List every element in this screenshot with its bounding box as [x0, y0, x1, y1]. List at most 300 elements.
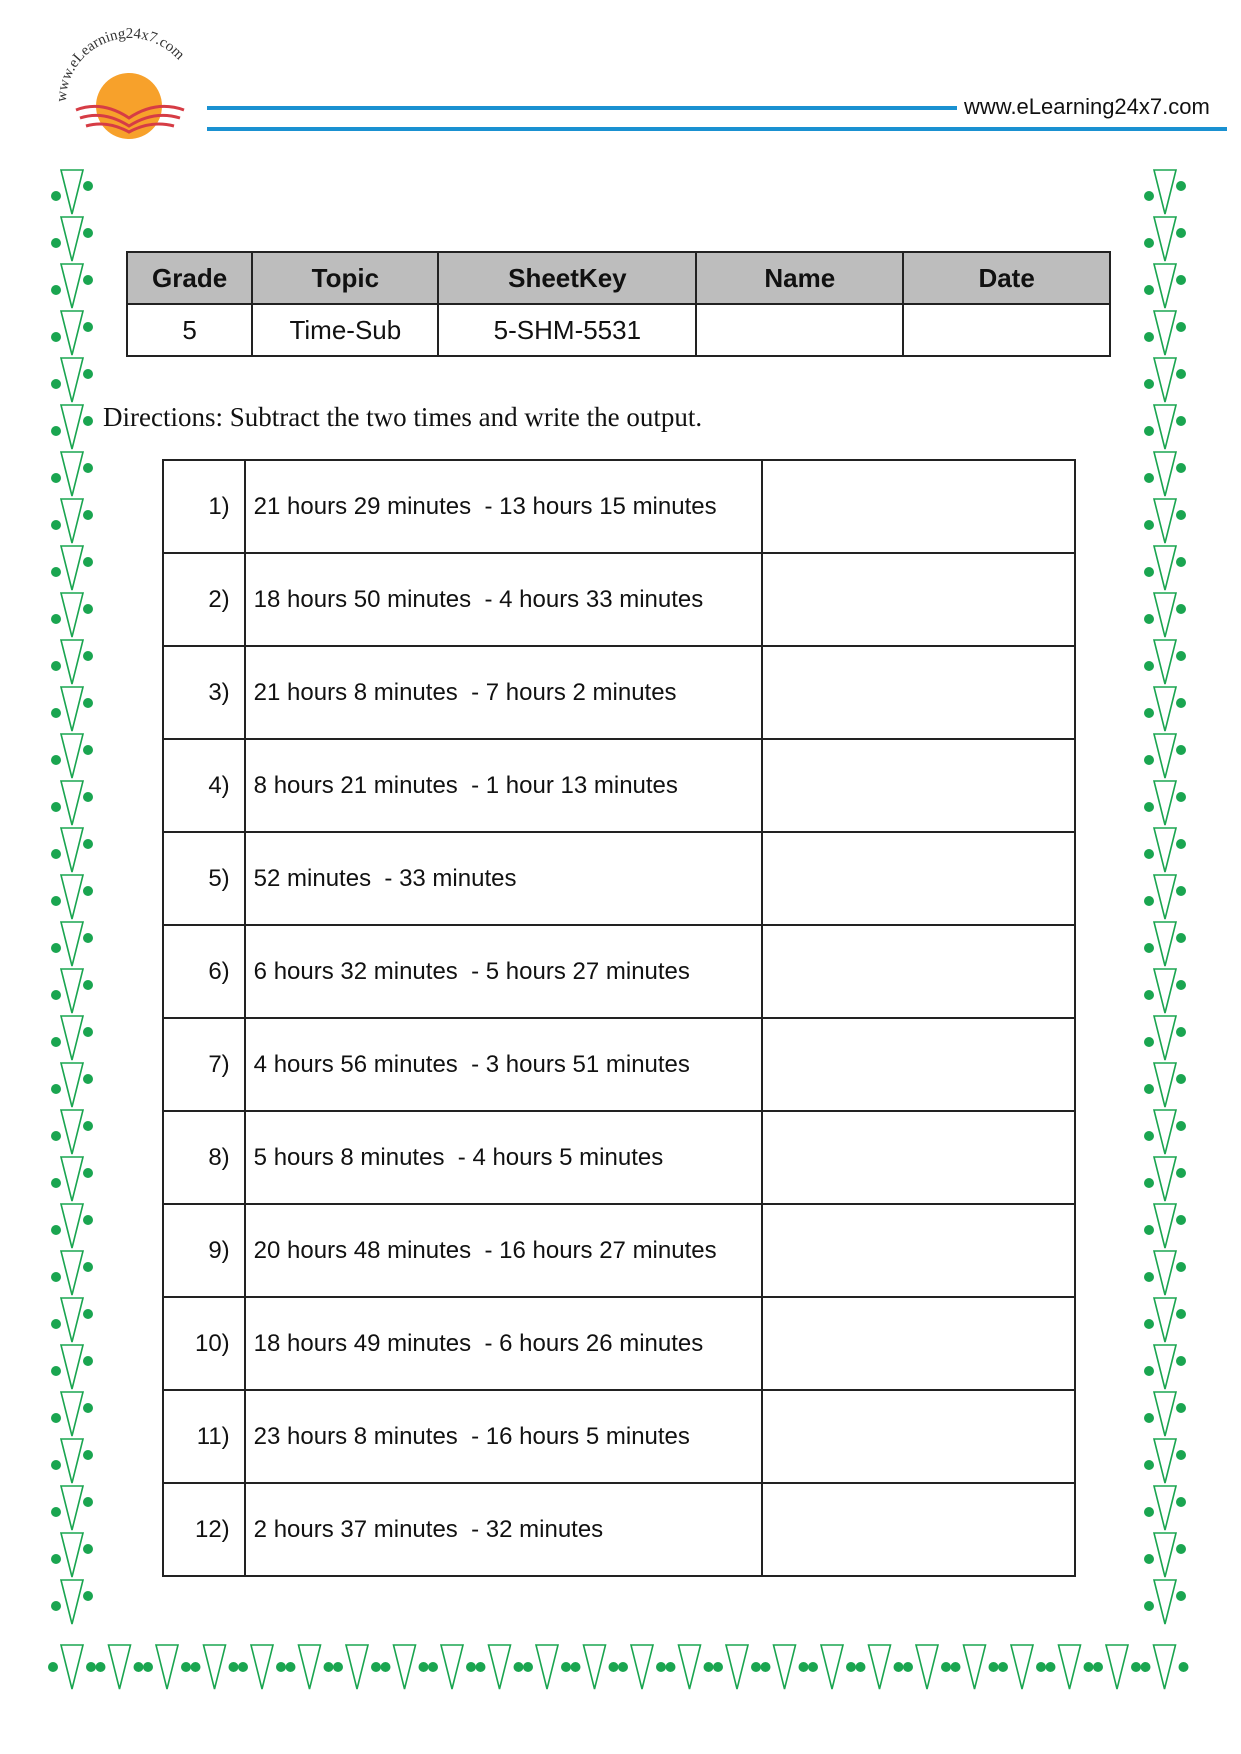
border-triangle — [61, 499, 83, 543]
problem-row — [163, 1111, 1075, 1204]
border-dot — [51, 1319, 61, 1329]
border-triangle — [1154, 1580, 1176, 1624]
border-triangle — [61, 781, 83, 825]
problem-row — [163, 553, 1075, 646]
border-dot — [51, 285, 61, 295]
border-triangle — [1154, 546, 1176, 590]
border-dot — [1176, 1262, 1186, 1272]
border-dot — [1144, 567, 1154, 577]
border-triangle — [61, 1157, 83, 1201]
border-dot — [808, 1662, 818, 1672]
border-dot — [1176, 181, 1186, 191]
border-dot — [83, 1309, 93, 1319]
border-dot — [83, 1497, 93, 1507]
border-dot — [1093, 1662, 1103, 1672]
border-triangle — [1154, 1063, 1176, 1107]
answer-cell[interactable] — [762, 832, 1075, 925]
border-triangle — [1011, 1645, 1033, 1689]
border-triangle — [61, 875, 83, 919]
border-dot — [1176, 1168, 1186, 1178]
border-dot — [286, 1662, 296, 1672]
problem-row — [163, 1018, 1075, 1111]
answer-cell[interactable] — [762, 646, 1075, 739]
border-triangle — [61, 1580, 83, 1624]
border-dot — [83, 933, 93, 943]
border-dot — [51, 896, 61, 906]
border-dot — [83, 980, 93, 990]
border-dot — [989, 1662, 999, 1672]
border-dot — [951, 1662, 961, 1672]
border-dot — [799, 1662, 809, 1672]
border-triangle — [1154, 687, 1176, 731]
border-dot — [1176, 933, 1186, 943]
border-bottom — [48, 1645, 1189, 1689]
problem-row — [163, 739, 1075, 832]
answer-cell[interactable] — [762, 460, 1075, 553]
border-dot — [83, 463, 93, 473]
border-dot — [1144, 473, 1154, 483]
border-triangle — [61, 1392, 83, 1436]
border-dot — [51, 1413, 61, 1423]
border-dot — [1144, 1413, 1154, 1423]
border-dot — [1144, 896, 1154, 906]
problem-number: 1) — [163, 460, 245, 553]
border-dot — [1144, 1131, 1154, 1141]
border-triangle — [61, 405, 83, 449]
border-dot — [276, 1662, 286, 1672]
border-dot — [1144, 191, 1154, 201]
border-dot — [1176, 839, 1186, 849]
border-dot — [51, 1225, 61, 1235]
border-dot — [83, 369, 93, 379]
border-dot — [51, 802, 61, 812]
border-dot — [514, 1662, 524, 1672]
border-triangle — [1154, 358, 1176, 402]
answer-cell[interactable] — [762, 1297, 1075, 1390]
border-triangle — [1154, 1345, 1176, 1389]
border-dot — [1176, 604, 1186, 614]
border-dot — [998, 1662, 1008, 1672]
border-triangle — [61, 1204, 83, 1248]
border-dot — [51, 661, 61, 671]
border-dot — [51, 191, 61, 201]
answer-cell[interactable] — [762, 553, 1075, 646]
problem-expression: 6 hours 32 minutes - 5 hours 27 minutes — [245, 925, 763, 1018]
border-triangle — [61, 1345, 83, 1389]
border-triangle — [1154, 170, 1176, 214]
border-dot — [181, 1662, 191, 1672]
answer-cell[interactable] — [762, 1018, 1075, 1111]
border-dot — [86, 1662, 96, 1672]
border-dot — [48, 1662, 58, 1672]
border-dot — [1144, 1554, 1154, 1564]
border-triangle — [61, 969, 83, 1013]
border-triangle — [1154, 969, 1176, 1013]
answer-cell[interactable] — [762, 1483, 1075, 1576]
border-triangle — [61, 1533, 83, 1577]
border-dot — [191, 1662, 201, 1672]
border-dot — [51, 473, 61, 483]
border-dot — [51, 1554, 61, 1564]
border-dot — [1144, 943, 1154, 953]
sheetkey-value: 5-SHM-5531 — [438, 304, 696, 356]
border-dot — [83, 1450, 93, 1460]
border-dot — [1176, 698, 1186, 708]
border-triangle — [1154, 1533, 1176, 1577]
border-dot — [51, 990, 61, 1000]
problem-number: 7) — [163, 1018, 245, 1111]
border-dot — [51, 614, 61, 624]
border-triangle — [61, 828, 83, 872]
border-triangle — [1154, 311, 1176, 355]
header-rule-short — [207, 106, 957, 110]
border-triangle — [61, 1251, 83, 1295]
border-dot — [1176, 886, 1186, 896]
border-dot — [83, 510, 93, 520]
border-dot — [51, 849, 61, 859]
border-left — [51, 170, 93, 1624]
border-dot — [476, 1662, 486, 1672]
border-dot — [1176, 322, 1186, 332]
border-triangle — [1106, 1645, 1128, 1689]
border-dot — [51, 755, 61, 765]
border-triangle — [61, 264, 83, 308]
header-date: Date — [903, 252, 1110, 304]
border-dot — [51, 520, 61, 530]
problem-expression: 52 minutes - 33 minutes — [245, 832, 763, 925]
border-dot — [143, 1662, 153, 1672]
border-triangle — [1154, 1298, 1176, 1342]
border-dot — [846, 1662, 856, 1672]
border-triangle — [1154, 1204, 1176, 1248]
border-dot — [1176, 510, 1186, 520]
border-dot — [83, 557, 93, 567]
problem-number: 2) — [163, 553, 245, 646]
border-dot — [1144, 1601, 1154, 1611]
border-triangle — [1154, 405, 1176, 449]
border-triangle — [1154, 1392, 1176, 1436]
border-dot — [1144, 1037, 1154, 1047]
border-dot — [894, 1662, 904, 1672]
border-dot — [51, 1178, 61, 1188]
border-triangle — [61, 546, 83, 590]
border-dot — [1176, 228, 1186, 238]
border-dot — [1144, 849, 1154, 859]
border-dot — [751, 1662, 761, 1672]
border-triangle — [1154, 922, 1176, 966]
border-dot — [1176, 557, 1186, 567]
problem-row — [163, 832, 1075, 925]
problem-expression: 20 hours 48 minutes - 16 hours 27 minutes — [245, 1204, 763, 1297]
border-dot — [83, 275, 93, 285]
border-dot — [51, 1601, 61, 1611]
border-triangle — [1154, 1439, 1176, 1483]
border-dot — [1144, 1507, 1154, 1517]
header-rule-long — [207, 127, 1227, 131]
border-dot — [83, 1027, 93, 1037]
border-triangle — [61, 358, 83, 402]
border-triangle — [1154, 828, 1176, 872]
border-dot — [83, 1591, 93, 1601]
border-triangle — [61, 640, 83, 684]
problem-expression: 23 hours 8 minutes - 16 hours 5 minutes — [245, 1390, 763, 1483]
border-dot — [1176, 1027, 1186, 1037]
border-dot — [83, 651, 93, 661]
border-triangle — [1154, 734, 1176, 778]
border-triangle — [1154, 1157, 1176, 1201]
border-triangle — [631, 1645, 653, 1689]
border-dot — [83, 839, 93, 849]
problem-number: 8) — [163, 1111, 245, 1204]
border-triangle — [1154, 1251, 1176, 1295]
border-dot — [1176, 1497, 1186, 1507]
border-triangle — [61, 922, 83, 966]
border-dot — [51, 332, 61, 342]
border-dot — [83, 886, 93, 896]
border-dot — [134, 1662, 144, 1672]
border-triangle — [1154, 593, 1176, 637]
problem-number: 12) — [163, 1483, 245, 1576]
border-triangle — [1154, 1110, 1176, 1154]
border-dot — [1176, 416, 1186, 426]
border-dot — [1176, 745, 1186, 755]
border-triangle — [1154, 875, 1176, 919]
border-dot — [1144, 802, 1154, 812]
border-dot — [666, 1662, 676, 1672]
border-dot — [51, 238, 61, 248]
header-grade: Grade — [127, 252, 252, 304]
problem-row — [163, 460, 1075, 553]
border-dot — [51, 379, 61, 389]
border-dot — [51, 1037, 61, 1047]
border-dot — [51, 1460, 61, 1470]
problem-number: 6) — [163, 925, 245, 1018]
border-dot — [333, 1662, 343, 1672]
problem-row — [163, 1483, 1075, 1576]
border-dot — [618, 1662, 628, 1672]
border-dot — [51, 708, 61, 718]
problem-row — [163, 1390, 1075, 1483]
border-triangle — [1154, 640, 1176, 684]
border-dot — [1144, 1178, 1154, 1188]
border-triangle — [61, 452, 83, 496]
border-dot — [83, 1356, 93, 1366]
problem-expression: 5 hours 8 minutes - 4 hours 5 minutes — [245, 1111, 763, 1204]
border-dot — [83, 416, 93, 426]
border-triangle — [441, 1645, 463, 1689]
border-triangle — [251, 1645, 273, 1689]
border-triangle — [1154, 499, 1176, 543]
border-triangle — [61, 1486, 83, 1530]
border-dot — [51, 1507, 61, 1517]
border-dot — [1176, 1591, 1186, 1601]
border-triangle — [1154, 1486, 1176, 1530]
border-dot — [238, 1662, 248, 1672]
border-dot — [83, 1544, 93, 1554]
directions-text: Directions: Subtract the two times and write the output. — [103, 402, 703, 432]
border-dot — [1084, 1662, 1094, 1672]
border-dot — [1144, 614, 1154, 624]
border-triangle — [489, 1645, 511, 1689]
border-triangle — [679, 1645, 701, 1689]
border-dot — [1176, 1074, 1186, 1084]
answer-cell[interactable] — [762, 1204, 1075, 1297]
problem-expression: 18 hours 50 minutes - 4 hours 33 minutes — [245, 553, 763, 646]
border-dot — [713, 1662, 723, 1672]
border-dot — [761, 1662, 771, 1672]
site-url-link[interactable]: www.eLearning24x7.com — [964, 94, 1210, 119]
border-dot — [1176, 1121, 1186, 1131]
border-dot — [523, 1662, 533, 1672]
problems-table — [162, 459, 1076, 1577]
border-triangle — [1059, 1645, 1081, 1689]
border-dot — [83, 181, 93, 191]
border-dot — [856, 1662, 866, 1672]
border-triangle — [774, 1645, 796, 1689]
border-triangle — [726, 1645, 748, 1689]
border-dot — [1144, 285, 1154, 295]
border-triangle — [61, 217, 83, 261]
border-dot — [229, 1662, 239, 1672]
border-dot — [561, 1662, 571, 1672]
border-dot — [428, 1662, 438, 1672]
border-dot — [609, 1662, 619, 1672]
border-triangle — [964, 1645, 986, 1689]
border-dot — [371, 1662, 381, 1672]
border-dot — [51, 1366, 61, 1376]
border-dot — [1144, 661, 1154, 671]
border-dot — [1176, 1403, 1186, 1413]
border-dot — [83, 322, 93, 332]
border-dot — [1176, 275, 1186, 285]
header-topic: Topic — [252, 252, 438, 304]
grade-value: 5 — [127, 304, 252, 356]
border-dot — [1036, 1662, 1046, 1672]
border-dot — [83, 792, 93, 802]
answer-cell[interactable] — [762, 739, 1075, 832]
border-triangle — [1154, 1645, 1176, 1689]
border-dot — [941, 1662, 951, 1672]
border-dot — [83, 1215, 93, 1225]
answer-cell[interactable] — [762, 925, 1075, 1018]
border-dot — [1176, 1356, 1186, 1366]
border-dot — [324, 1662, 334, 1672]
border-triangle — [916, 1645, 938, 1689]
border-dot — [1144, 1319, 1154, 1329]
border-dot — [51, 943, 61, 953]
border-dot — [83, 1121, 93, 1131]
problem-number: 4) — [163, 739, 245, 832]
border-dot — [1144, 1366, 1154, 1376]
border-dot — [1144, 238, 1154, 248]
border-triangle — [584, 1645, 606, 1689]
border-triangle — [61, 1298, 83, 1342]
logo-text: www.eLearning24x7.com — [53, 25, 188, 103]
border-dot — [83, 1403, 93, 1413]
site-logo — [44, 22, 214, 152]
problem-number: 5) — [163, 832, 245, 925]
border-dot — [381, 1662, 391, 1672]
border-triangle — [61, 1063, 83, 1107]
border-triangle — [61, 734, 83, 778]
border-dot — [1046, 1662, 1056, 1672]
border-dot — [83, 1074, 93, 1084]
border-dot — [51, 1131, 61, 1141]
border-dot — [51, 426, 61, 436]
border-triangle — [61, 1645, 83, 1689]
border-dot — [83, 604, 93, 614]
border-triangle — [299, 1645, 321, 1689]
border-dot — [1144, 426, 1154, 436]
border-triangle — [61, 1016, 83, 1060]
border-dot — [1144, 1084, 1154, 1094]
problem-row — [163, 1204, 1075, 1297]
problem-row — [163, 925, 1075, 1018]
border-triangle — [61, 593, 83, 637]
header-name: Name — [696, 252, 903, 304]
border-dot — [1144, 755, 1154, 765]
problem-number: 11) — [163, 1390, 245, 1483]
border-dot — [1144, 708, 1154, 718]
border-dot — [83, 228, 93, 238]
border-dot — [466, 1662, 476, 1672]
border-triangle — [536, 1645, 558, 1689]
border-triangle — [61, 1110, 83, 1154]
border-triangle — [1154, 217, 1176, 261]
border-dot — [1144, 379, 1154, 389]
border-dot — [656, 1662, 666, 1672]
problem-expression: 8 hours 21 minutes - 1 hour 13 minutes — [245, 739, 763, 832]
border-dot — [1144, 520, 1154, 530]
problem-number: 9) — [163, 1204, 245, 1297]
border-triangle — [204, 1645, 226, 1689]
border-dot — [1144, 1225, 1154, 1235]
problem-row — [163, 646, 1075, 739]
info-table — [126, 251, 1111, 357]
info-value-row — [127, 304, 1110, 356]
border-triangle — [109, 1645, 131, 1689]
border-dot — [83, 745, 93, 755]
border-dot — [1176, 1215, 1186, 1225]
answer-cell[interactable] — [762, 1390, 1075, 1483]
border-triangle — [61, 311, 83, 355]
border-triangle — [61, 1439, 83, 1483]
border-dot — [51, 567, 61, 577]
problem-expression: 21 hours 29 minutes - 13 hours 15 minutes — [245, 460, 763, 553]
border-dot — [1176, 1309, 1186, 1319]
border-triangle — [1154, 1016, 1176, 1060]
sun-icon — [96, 73, 162, 139]
border-dot — [1144, 1272, 1154, 1282]
border-triangle — [346, 1645, 368, 1689]
date-field[interactable] — [903, 304, 1110, 356]
name-field[interactable] — [696, 304, 903, 356]
problem-expression: 21 hours 8 minutes - 7 hours 2 minutes — [245, 646, 763, 739]
border-dot — [1176, 1450, 1186, 1460]
border-dot — [1176, 463, 1186, 473]
border-dot — [1141, 1662, 1151, 1672]
border-triangle — [869, 1645, 891, 1689]
border-dot — [704, 1662, 714, 1672]
problem-number: 10) — [163, 1297, 245, 1390]
problem-row — [163, 1297, 1075, 1390]
border-dot — [419, 1662, 429, 1672]
border-dot — [83, 1262, 93, 1272]
border-dot — [1176, 1544, 1186, 1554]
border-dot — [1144, 990, 1154, 1000]
answer-cell[interactable] — [762, 1111, 1075, 1204]
border-triangle — [821, 1645, 843, 1689]
